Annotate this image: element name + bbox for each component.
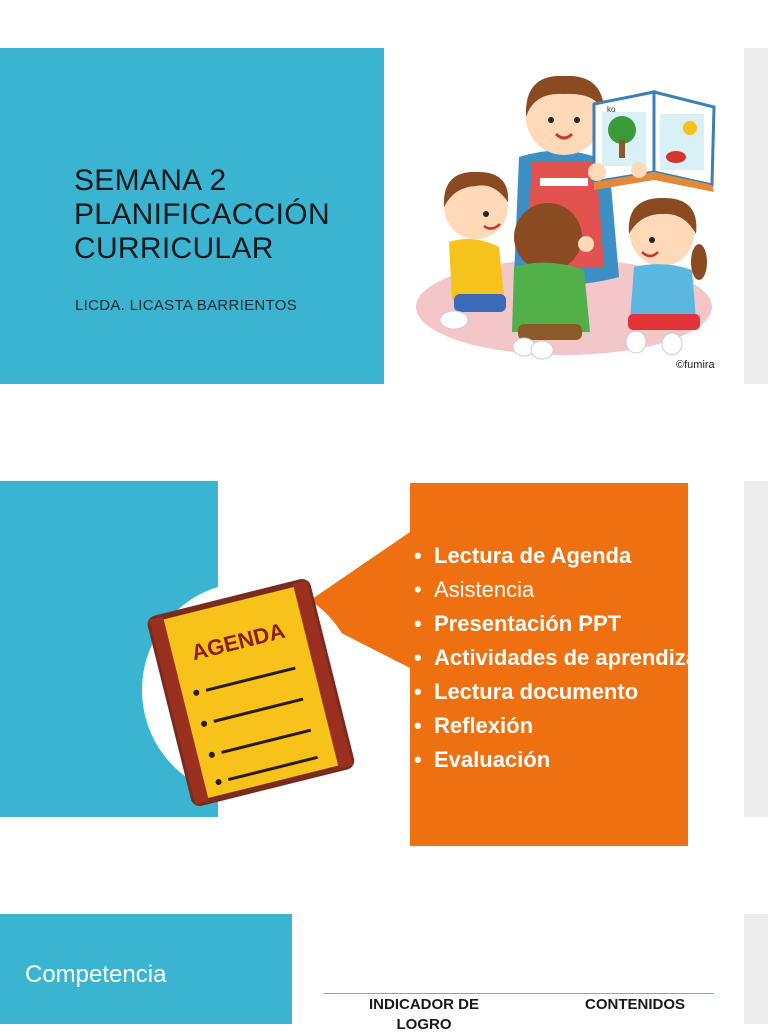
title-line-1: SEMANA 2 [74, 164, 227, 197]
title-line-3: CURRICULAR [74, 232, 274, 265]
title-line-2: PLANIFICACCIÓN [74, 198, 330, 231]
agenda-list [414, 542, 716, 780]
agenda-item [414, 746, 716, 774]
bullet: • [414, 713, 422, 738]
table-header-contenidos: CONTENIDOS [584, 996, 685, 1013]
bullet: • [414, 611, 422, 636]
slide1-next-slide-edge [744, 48, 768, 384]
bullet: • [414, 679, 422, 704]
illustration-credit: ©fumira [676, 359, 715, 371]
agenda-item [414, 678, 716, 706]
book-text: ko [607, 105, 616, 114]
agenda-item-text: Lectura documento [434, 679, 639, 704]
agenda-item [414, 576, 716, 604]
slide1-subtitle: LICDA. LICASTA BARRIENTOS [75, 297, 298, 314]
table-header-indicador: INDICADOR DE LOGRO [368, 996, 479, 1033]
agenda-icon-label: AGENDA [188, 617, 288, 666]
agenda-item-text: Reflexión [434, 713, 534, 738]
slide1-title [74, 164, 374, 266]
agenda-item [414, 542, 716, 570]
bullet: • [414, 577, 422, 602]
agenda-item [414, 712, 716, 740]
competencia-label: Competencia [25, 961, 167, 988]
agenda-item-text: Actividades de aprendizaje [434, 645, 717, 670]
bullet: • [414, 543, 422, 568]
agenda-item [414, 644, 716, 672]
slide3-next-slide-edge [744, 914, 768, 1024]
agenda-item-text: Asistencia [434, 577, 535, 602]
teacher-reading-to-children-illustration [414, 62, 724, 372]
agenda-item [414, 610, 716, 638]
agenda-item-text: Lectura de Agenda [434, 543, 632, 568]
agenda-item-text: Presentación PPT [434, 611, 622, 636]
bullet: • [414, 747, 422, 772]
agenda-item-text: Evaluación [434, 747, 551, 772]
bullet: • [414, 645, 422, 670]
table-header-rule [324, 993, 714, 994]
